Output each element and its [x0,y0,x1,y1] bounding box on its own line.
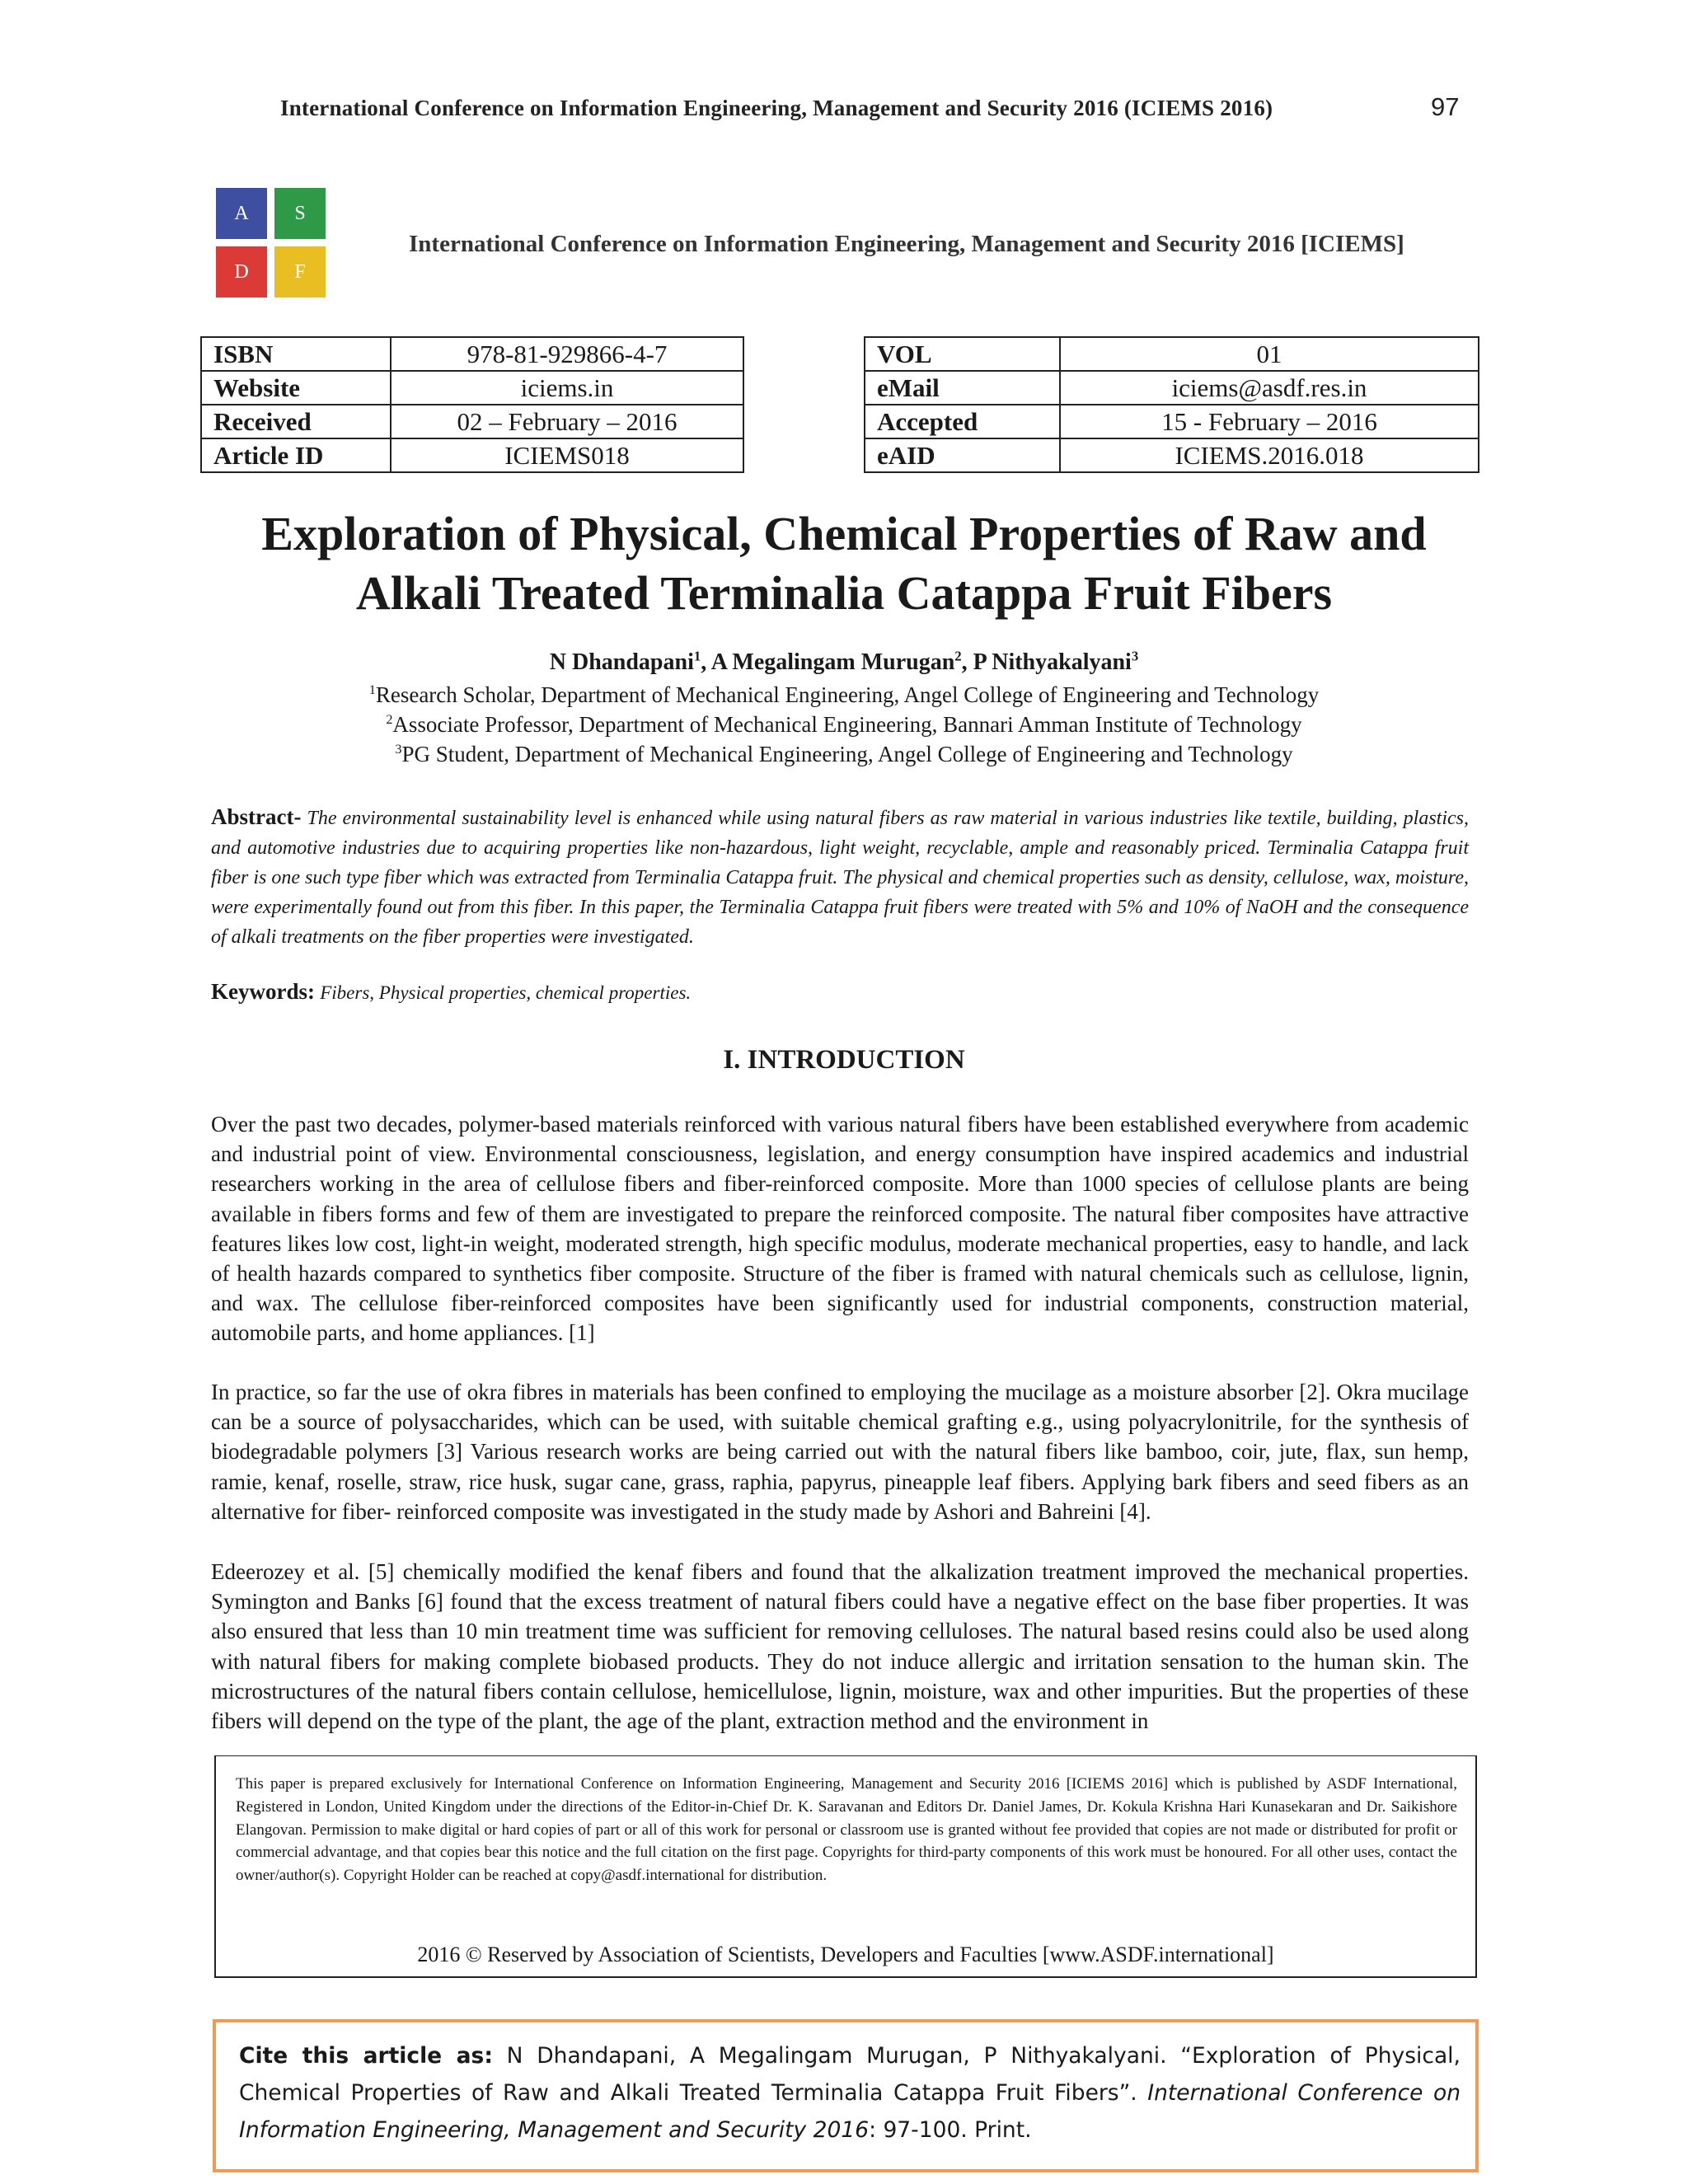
conference-name: International Conference on Information Engineering, Management and Security 2016 [ICIEMS] [409,231,1404,257]
copyright-line: 2016 © Reserved by Association of Scientists, Developers and Faculties [www.ASDF.international] [417,1943,1274,1966]
meta-value: 978-81-929866-4-7 [391,337,743,371]
article-meta-table-right [864,336,1479,473]
author-name: P Nithyakalyani [973,649,1132,675]
affiliation-sup: 3 [395,742,402,757]
keywords-text: Fibers, Physical properties, chemical properties. [320,982,692,1003]
author-sup: 1 [693,648,701,664]
affiliation-sup: 2 [386,712,393,727]
meta-value: 02 – February – 2016 [391,405,743,438]
section-heading: I. INTRODUCTION [723,1045,965,1075]
meta-value: 01 [1060,337,1479,371]
affiliation [165,740,1523,768]
author-list: N Dhandapani$^1$, A Megalingam Murugan$^2$, P Nithyakalyani$^3$ [549,648,1139,675]
logo-letter-s: S [274,188,326,239]
abstract-label: Abstract- [211,804,302,829]
running-head: International Conference on Information Engineering, Management and Security 2016 (ICIEMS 2016) [280,96,1273,120]
body-paragraph: Edeerozey et al. [5] chemically modified the kenaf fibers and found that the alkalization treatment improved the mechanical properties. Symington and Banks [6] found that the excess treatment of natural fibers could have a negative effect on the base fiber properties. It was also ensured that less than 10 min treatment time was sufficient for removing celluloses. The natural based resins could also be used along with natural fibers for making complete biobased products. They do not induce allergic and irritation sensation to the human skin. The microstructures of the natural fibers contain cellulose, hemicellulose, lignin, moisture, wax and other impurities. But the properties of these fibers will depend on the type of the plant, the age of the plant, extraction method and the environment in [211,1559,1469,1734]
meta-label: Accepted [865,405,1060,438]
title-line-1: Exploration of Physical, Chemical Properties of Raw and [261,507,1427,560]
author-sup: 3 [1131,648,1139,664]
keywords [211,979,1469,1005]
logo-letter-f: F [274,246,326,298]
affiliation-sup: 1 [368,682,376,697]
meta-value: iciems.in [391,371,743,405]
title-line-2: Alkali Treated Terminalia Catappa Fruit Fibers [355,566,1333,620]
citation-box [213,2019,1479,2172]
body-paragraph: Over the past two decades, polymer-based materials reinforced with various natural fibers have been established everywhere from academic and industrial point of view. Environmental consciousness, legislation, and energy consumption have inspired academics and industrial researchers working in the area of cellulose fibers and fiber-reinforced composite. More than 1000 species of cellulose plants are being available in fibers forms and few of them are investigated to prepare the reinforced composite. The natural fiber composites have attractive features likes low cost, light-in weight, moderated strength, high specific modulus, moderate mechanical properties, easy to handle, and lack of health hazards compared to synthetics fiber composite. Structure of the fiber is framed with natural chemicals such as cellulose, lignin, and wax. The cellulose fiber-reinforced composites have been significantly used for industrial components, construction material, automobile parts, and home appliances. [1] [211,1112,1469,1346]
meta-label: eMail [865,371,1060,405]
paper-title [165,504,1523,623]
meta-value: iciems@asdf.res.in [1060,371,1479,405]
citation-pages: : 97-100. Print. [869,2117,1032,2143]
keywords-label: Keywords: [211,979,315,1004]
author-name: N Dhandapani [549,649,694,675]
meta-row-website [201,371,743,405]
article-meta-table-left [200,336,744,473]
meta-row-received [201,405,743,438]
citation-authors-title: N Dhandapani, A Megalingam Murugan, P Nithyakalyani. “Exploration of Physical, Chemical Properties of Raw and Alkali Treated Terminalia Catappa Fruit Fibers”. [239,2043,1461,2106]
permission-notice: This paper is prepared exclusively for International Conference on Information Engineering, Management and Security 2016 [ICIEMS 2016] which is published by ASDF International, Registered in London, United Kingdom under the directions of the Editor-in-Chief Dr. K. Saravanan and Editors Dr. Daniel James, Dr. Kokula Krishna Hari Kunasekaran and Dr. Saikishore Elangovan. Permission to make digital or hard copies of part or all of this work for personal or classroom use is granted without fee provided that copies are not made or distributed for profit or commercial advantage, and that copies bear this notice and the full citation on the first page. Copyrights for third-party components of this work must be honoured. For all other uses, contact the owner/author(s). Copyright Holder can be reached at copy@asdf.international for distribution. [236,1775,1457,1885]
abstract [211,802,1469,952]
meta-row-isbn [201,337,743,371]
meta-row-eaid [865,438,1479,472]
logo-letter-a: A [216,188,267,239]
citation-venue: International Conference on Information Engineering, Management and Security 2016 [239,2080,1461,2143]
body-paragraph: In practice, so far the use of okra fibres in materials has been confined to employing the mucilage as a moisture absorber [2]. Okra mucilage can be a source of polysaccharides, which can be used, with suitable chemical grafting e.g., using polyacrylonitrile, for the synthesis of biodegradable polymers [3] Various research works are being carried out with the natural fibers like bamboo, coir, jute, flax, sun hemp, ramie, kenaf, roselle, straw, rice husk, sugar cane, grass, raphia, papyrus, pineapple leaf fibers. Applying bark fibers and seed fibers as an alternative for fiber- reinforced composite was investigated in the study made by Ashori and Bahreini [4]. [211,1380,1469,1524]
meta-value: ICIEMS.2016.018 [1060,438,1479,472]
affiliation [165,710,1523,738]
asdf-logo [216,188,328,300]
copyright-notice-box [214,1755,1477,1978]
affiliation-text: PG Student, Department of Mechanical Engineering, Angel College of Engineering and Technology [401,742,1293,766]
citation-text [239,2037,1461,2149]
meta-label: Received [201,405,391,438]
affiliation [165,681,1523,709]
meta-row-vol [865,337,1479,371]
meta-label: Article ID [201,438,391,472]
meta-value: 15 - February – 2016 [1060,405,1479,438]
logo-letter-d: D [216,246,267,298]
meta-value: ICIEMS018 [391,438,743,472]
meta-label: Website [201,371,391,405]
meta-label: VOL [865,337,1060,371]
meta-row-accepted [865,405,1479,438]
page-number: 97 [1431,92,1460,121]
affiliation-text: Associate Professor, Department of Mechanical Engineering, Bannari Amman Institute of Technology [392,712,1302,737]
meta-row-email [865,371,1479,405]
meta-label: ISBN [201,337,391,371]
author-name: A Megalingam Murugan [710,649,955,675]
citation-label: Cite this article as: [239,2043,493,2069]
meta-label: eAID [865,438,1060,472]
affiliation-text: Research Scholar, Department of Mechanical Engineering, Angel College of Engineering and Technology [375,682,1320,707]
author-sup: 2 [954,648,962,664]
abstract-text: The environmental sustainability level is enhanced while using natural fibers as raw material in various industries like textile, building, plastics, and automotive industries due to acquiring properties like non-hazardous, light weight, recyclable, ample and reasonably priced. Terminalia Catappa fruit fiber is one such type fiber which was extracted from Terminalia Catappa fruit. The physical and chemical properties such as density, cellulose, wax, moisture, were experimentally found out from this fiber. In this paper, the Terminalia Catappa fruit fibers were treated with 5% and 10% of NaOH and the consequence of alkali treatments on the fiber properties were investigated. [211,808,1470,948]
meta-row-article-id [201,438,743,472]
